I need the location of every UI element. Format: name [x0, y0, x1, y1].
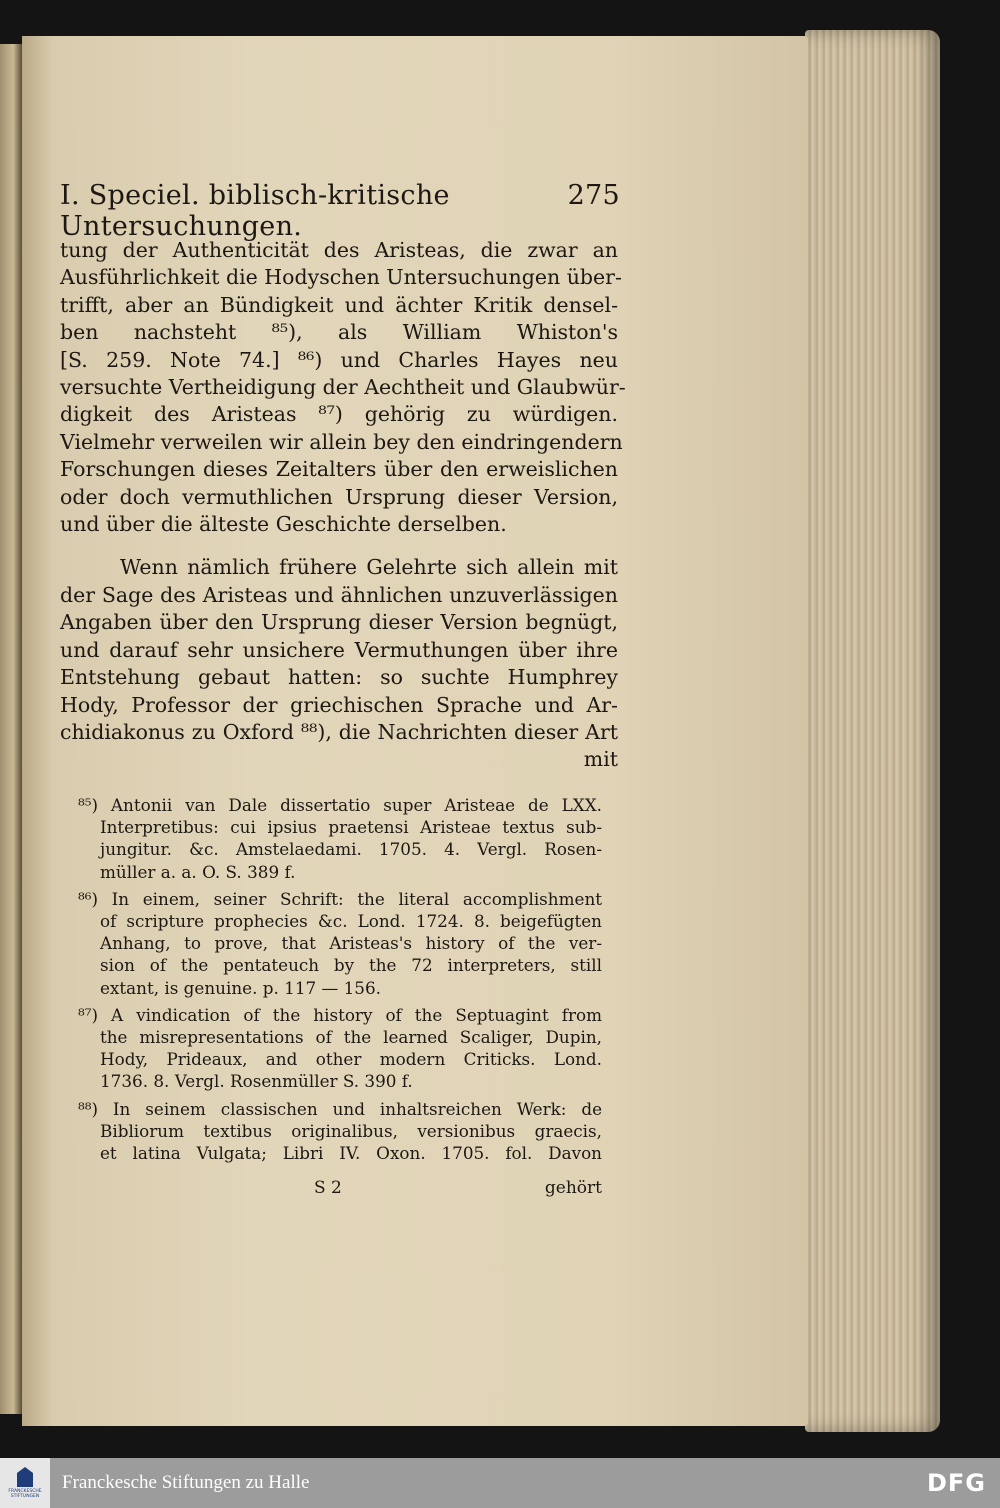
- text-line: trifft, aber an Bündigkeit und ächter Kritik densel-: [60, 292, 618, 317]
- text-line: der Sage des Aristeas und ähnlichen unzuverlässigen: [60, 582, 618, 607]
- footnote-line: the misrepresentations of the learned Scaliger, Dupin,: [100, 1027, 602, 1048]
- text-line: tung der Authenticität des Aristeas, die zwar an: [60, 238, 618, 262]
- catchword: gehört: [544, 1178, 602, 1198]
- page-footer: [78, 1178, 602, 1198]
- dfg-logo[interactable]: DFG: [926, 1469, 986, 1497]
- footnote-line: 1736. 8. Vergl. Rosenmüller S. 390 f.: [100, 1071, 413, 1092]
- main-text: [60, 237, 626, 774]
- footnote-line: Hody, Prideaux, and other modern Criticks. Lond.: [100, 1049, 602, 1070]
- running-title: I. Speciel. biblisch-kritische Untersuchungen.: [60, 180, 450, 242]
- franckesche-stiftungen-logo-icon[interactable]: FRANCKESCHE STIFTUNGEN: [0, 1458, 50, 1508]
- footnote-line: of scripture prophecies &c. Lond. 1724. 8. beigefügten: [100, 911, 602, 932]
- text-line: chidiakonus zu Oxford ⁸⁸), die Nachrichten dieser Art: [60, 719, 618, 744]
- book-page-edges: [805, 30, 940, 1432]
- paragraph-2: [60, 554, 618, 773]
- footnote-line: ⁸⁸) In seinem classischen und inhaltsreichen Werk: de: [78, 1098, 602, 1119]
- footnote-line: et latina Vulgata; Libri IV. Oxon. 1705. fol. Davon: [100, 1143, 602, 1164]
- footnote-line: ⁸⁵) Antonii van Dale dissertatio super Aristeae de LXX.: [78, 795, 602, 815]
- footnote-85: [78, 794, 602, 883]
- running-header: [60, 180, 620, 242]
- signature-mark: S 2: [314, 1178, 342, 1198]
- text-line: und darauf sehr unsichere Vermuthungen über ihre: [60, 637, 618, 662]
- text-line: Angaben über den Ursprung dieser Version begnügt,: [60, 610, 618, 635]
- institution-name: Franckesche Stiftungen zu Halle: [62, 1472, 310, 1493]
- text-line: und über die älteste Geschichte derselben.: [60, 512, 507, 537]
- footnote-line: Interpretibus: cui ipsius praetensi Aristeae textus sub-: [100, 817, 602, 838]
- footnote-line: ⁸⁷) A vindication of the history of the Septuagint from: [78, 1004, 602, 1025]
- text-line: Entstehung gebaut hatten: so suchte Humphrey: [60, 665, 618, 690]
- footnote-line: Anhang, to prove, that Aristeas's history of the ver-: [100, 933, 602, 954]
- text-line: digkeit des Aristeas ⁸⁷) gehörig zu würdigen.: [60, 402, 618, 427]
- text-line: Ausführlichkeit die Hodyschen Untersuchungen über-: [60, 265, 622, 290]
- footnote-87: [78, 1004, 602, 1093]
- footnote-line: müller a. a. O. S. 389 f.: [100, 861, 296, 882]
- text-line: Forschungen dieses Zeitalters über den erweislichen: [60, 457, 618, 482]
- facing-page-edge: [0, 44, 22, 1414]
- footnote-line: ⁸⁶) In einem, seiner Schrift: the literal accomplishment: [78, 888, 602, 909]
- footnote-line: Bibliorum textibus originalibus, versionibus graecis,: [100, 1120, 602, 1141]
- text-line: ben nachsteht ⁸⁵), als William Whiston's: [60, 320, 618, 345]
- footnote-line: extant, is genuine. p. 117 — 156.: [100, 977, 381, 998]
- text-line: versuchte Vertheidigung der Aechtheit und Glaubwür-: [60, 375, 626, 400]
- footnote-88: [78, 1098, 602, 1165]
- footnote-line: jungitur. &c. Amstelaedami. 1705. 4. Vergl. Rosen-: [100, 839, 602, 860]
- text-line: mit: [583, 747, 618, 772]
- footnotes: [78, 794, 602, 1169]
- footnote-86: [78, 888, 602, 999]
- footnote-line: sion of the pentateuch by the 72 interpreters, still: [100, 955, 602, 976]
- text-line: oder doch vermuthlichen Ursprung dieser Version,: [60, 484, 618, 509]
- text-line: Hody, Professor der griechischen Sprache und Ar-: [60, 692, 618, 717]
- text-line: Vielmehr verweilen wir allein bey den eindringendern: [60, 429, 623, 454]
- text-line: Wenn nämlich frühere Gelehrte sich allein mit: [120, 555, 618, 580]
- page-number: 275: [567, 180, 620, 211]
- paragraph-1: [60, 237, 626, 538]
- text-line: [S. 259. Note 74.] ⁸⁶) und Charles Hayes neu: [60, 347, 618, 372]
- viewer-footer-bar: [0, 1458, 1000, 1508]
